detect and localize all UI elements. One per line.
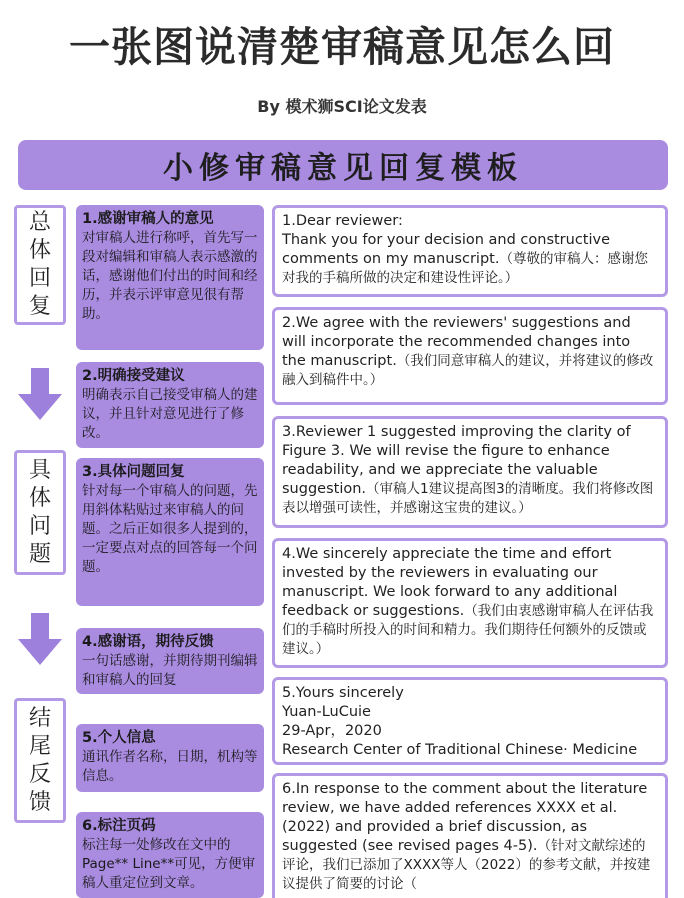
stage-char: 题 (28, 541, 51, 567)
guide-box-accept (76, 362, 264, 448)
stage-char: 结 (28, 705, 51, 731)
stage-char: 体 (28, 485, 51, 511)
template-box-5 (272, 677, 668, 765)
template-box-1 (272, 205, 668, 297)
template-box-6 (272, 773, 668, 898)
stage-char: 具 (28, 457, 51, 483)
arrow-down-icon (18, 613, 62, 665)
byline: By 模术狮SCI论文发表 (257, 97, 427, 116)
guide-box-thanks (76, 205, 264, 350)
template-english: 3.Reviewer 1 suggested improving the clarity of Figure 3. We will revise the figure to enhance readability, and we appreciate the valuable suggestion. (282, 424, 631, 497)
stage-specific-issues (14, 450, 66, 575)
guide-body: 对审稿人进行称呼，首先写一段对编辑和审稿人表示感激的话，感谢他们付出的时间和经历，并表示评审意见很有帮助。 (82, 230, 258, 322)
template-english: 1.Dear reviewer: Thank you for your decision and constructive comments on my manuscript. (282, 213, 611, 267)
stage-char: 总 (28, 210, 51, 235)
guide-body: 通讯作者名称，日期，机构等信息。 (82, 749, 258, 784)
guide-body: 针对每一个审稿人的问题，先用斜体粘贴过来审稿人的问题。之后正如很多人提到的，一定要点对点的回答每一个问题。 (82, 483, 258, 575)
stage-overall-reply (14, 205, 66, 325)
stage-char: 反 (28, 761, 51, 787)
guide-heading: 1.感谢审稿人的意见 (82, 211, 214, 227)
stage-char: 回 (28, 266, 51, 291)
template-english: 6.In response to the comment about the literature review, we have added references XXXX et al. (2022) and provided a brief discussion, as suggested (see revised pages 4-5). (282, 781, 648, 854)
template-english: 2.We agree with the reviewers' suggestions and will incorporate the recommended changes into the manuscript. (282, 315, 631, 369)
guide-heading: 5.个人信息 (82, 730, 156, 746)
template-box-3 (272, 416, 668, 528)
guide-heading: 6.标注页码 (82, 818, 156, 834)
stage-char: 馈 (28, 789, 51, 815)
template-english: 5.Yours sincerely Yuan-LuCuie 29-Apr，2020 Research Center of Traditional Chinese· Medicine (282, 685, 638, 758)
guide-heading: 4.感谢语，期待反馈 (82, 634, 214, 650)
template-box-4 (272, 538, 668, 668)
guide-box-specific (76, 458, 264, 606)
guide-body: 标注每一处修改在文中的Page** Line**可见，方便审稿人重定位到文章。 (82, 837, 256, 891)
template-banner: 小修审稿意见回复模板 (18, 140, 668, 190)
guide-body: 明确表示自己接受审稿人的建议，并且针对意见进行了修改。 (82, 387, 258, 441)
template-chinese: （审稿人1建议提高图3的清晰度。我们将修改图表以增强可读性，并感谢这宝贵的建议。） (282, 481, 654, 516)
guide-box-personal-info (76, 724, 264, 792)
guide-box-page-numbers (76, 812, 264, 898)
template-chinese: （针对文献综述的评论，我们已添加了XXXX等人（2022）的参考文献，并按建议提供了简要的讨论（ (282, 838, 651, 892)
template-english: 4.We sincerely appreciate the time and effort invested by the reviewers in evaluating our manuscript. We look forward to any additional feedback or suggestions. (282, 546, 618, 619)
template-box-2 (272, 307, 668, 405)
arrow-down-icon (18, 368, 62, 420)
stage-char: 问 (28, 513, 51, 539)
page-title: 一张图说清楚审稿意见怎么回 (69, 23, 615, 71)
guide-heading: 3.具体问题回复 (82, 464, 185, 480)
stage-char: 尾 (28, 733, 51, 759)
stage-closing-feedback (14, 698, 66, 823)
template-chinese: （我们同意审稿人的建议，并将建议的修改融入到稿件中。） (282, 353, 654, 388)
stage-char: 复 (28, 294, 51, 319)
guide-heading: 2.明确接受建议 (82, 368, 185, 384)
guide-box-feedback (76, 628, 264, 694)
stage-char: 体 (28, 238, 51, 263)
guide-body: 一句话感谢，并期待期刊编辑和审稿人的回复 (82, 653, 258, 688)
template-chinese: （尊敬的审稿人：感谢您对我的手稿所做的决定和建设性评论。） (282, 251, 648, 286)
template-chinese: （我们由衷感谢审稿人在评估我们的手稿时所投入的时间和精力。我们期待任何额外的反馈或建议。） (282, 603, 654, 657)
